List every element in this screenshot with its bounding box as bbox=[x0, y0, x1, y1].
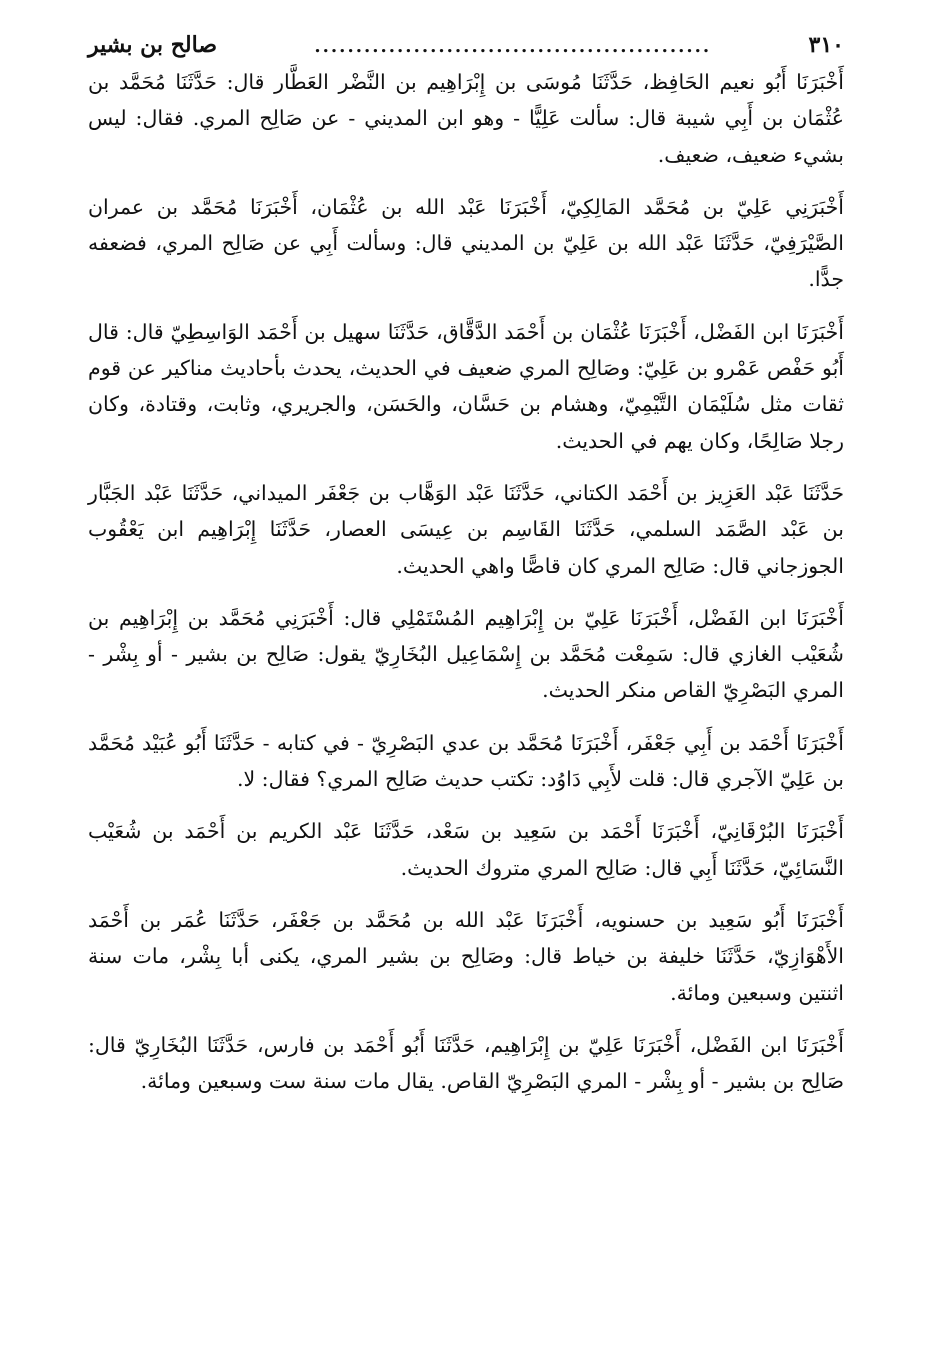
header-leader-dots: ................................................ bbox=[314, 36, 712, 57]
paragraph-5: أَخْبَرَنَا ابن الفَضْل، أَخْبَرَنَا عَلِيّ بن إِبْرَاهِيم المُسْتَمْلِي قال: أَخْبَرَنِي مُحَمَّد بن إِبْرَاهِيم بن شُعَيْب الغازي قال: سَمِعْت مُحَمَّد بن إِسْمَاعِيل البُخَارِيّ يقول: صَالِح بن بشير - أو بِشْر - المري البَصْرِيّ القاص منكر الحديث. bbox=[88, 605, 844, 703]
paragraph-1: أَخْبَرَنَا أَبُو نعيم الحَافِظ، حَدَّثَنَا مُوسَى بن إِبْرَاهِيم بن النَّضْر العَطَّار قال: حَدَّثَنَا مُحَمَّد بن عُثْمَان بن أَبِي شيبة قال: سألت عَلِيًّا - وهو ابن المديني - عن صَالِح المري. فقال: ليس بشيء ضعيف، ضعيف. bbox=[88, 70, 844, 167]
paragraph-6: أَخْبَرَنَا أَحْمَد بن أَبِي جَعْفَر، أَخْبَرَنَا مُحَمَّد بن عدي البَصْرِيّ - في كتابه - حَدَّثَنَا أَبُو عُبَيْد مُحَمَّد بن عَلِيّ الآجري قال: قلت لأَبِي دَاوُد: تكتب حديث صَالِح المري؟ فقال: لا. bbox=[88, 730, 844, 792]
page-header bbox=[88, 28, 844, 64]
paragraph-7: أَخْبَرَنَا البُرْقَانِيّ، أَخْبَرَنَا أَحْمَد بن سَعِيد بن سَعْد، حَدَّثَنَا عَبْد الكريم بن أَحْمَد بن شُعَيْب النَّسَائِيّ، حَدَّثَنَا أَبِي قال: صَالِح المري متروك الحديث. bbox=[88, 819, 844, 880]
page-number: ٣١٠ bbox=[808, 32, 844, 58]
paragraph-9: أَخْبَرَنَا ابن الفَضْل، أَخْبَرَنَا عَلِيّ بن إِبْرَاهِيم، حَدَّثَنَا أَبُو أَحْمَد بن فارس، حَدَّثَنَا البُخَارِيّ قال: صَالِح بن بشير - أو بِشْر - المري البَصْرِيّ القاص. يقال مات سنة ست وسبعين ومائة. bbox=[88, 1032, 844, 1094]
book-page bbox=[88, 28, 844, 1115]
paragraph-8: أَخْبَرَنَا أَبُو سَعِيد بن حسنويه، أَخْبَرَنَا عَبْد الله بن مُحَمَّد بن جَعْفَر، حَدَّثَنَا عُمَر بن أَحْمَد الأَهْوَازِيّ، حَدَّثَنَا خليفة بن خياط قال: وصَالِح بن بشير المري، يكنى أبا بِشْر، مات سنة اثنتين وسبعين ومائة. bbox=[88, 907, 844, 1005]
paragraph-3: أَخْبَرَنَا ابن الفَضْل، أَخْبَرَنَا عُثْمَان بن أَحْمَد الدَّقَّاق، حَدَّثَنَا سهيل بن أَحْمَد الوَاسِطِيّ قال: قال أَبُو حَفْص عَمْرو بن عَلِيّ: وصَالِح المري ضعيف في الحديث، يحدث بأحاديث مناكير عن قوم ثقات مثل سُلَيْمَان التَّيْمِيّ، وهشام بن حَسَّان، والحَسَن، والجريري، وثابت، وقتادة، وكان رجلا صَالِحًا، وكان يهم في الحديث. bbox=[88, 319, 844, 453]
paragraph-4: حَدَّثَنَا عَبْد العَزِيز بن أَحْمَد الكتاني، حَدَّثَنَا عَبْد الوَهَّاب بن جَعْفَر الميداني، حَدَّثَنَا عَبْد الجَبَّار بن عَبْد الصَّمَد السلمي، حَدَّثَنَا القَاسِم بن عِيسَى العصار، حَدَّثَنَا إِبْرَاهِيم ابن يَعْقُوب الجوزجاني قال: صَالِح المري كان قاصًّا واهي الحديث. bbox=[88, 480, 844, 578]
running-title: صالح بن بشير bbox=[88, 32, 218, 58]
paragraph-2: أَخْبَرَنِي عَلِيّ بن مُحَمَّد المَالِكِيّ، أَخْبَرَنَا عَبْد الله بن عُثْمَان، أَخْبَرَنَا مُحَمَّد بن عمران الصَّيْرَفِيّ، حَدَّثَنَا عَبْد الله بن عَلِيّ بن المديني قال: وسألت أَبِي عن صَالِح المري، فضعفه جدًّا. bbox=[88, 194, 844, 292]
